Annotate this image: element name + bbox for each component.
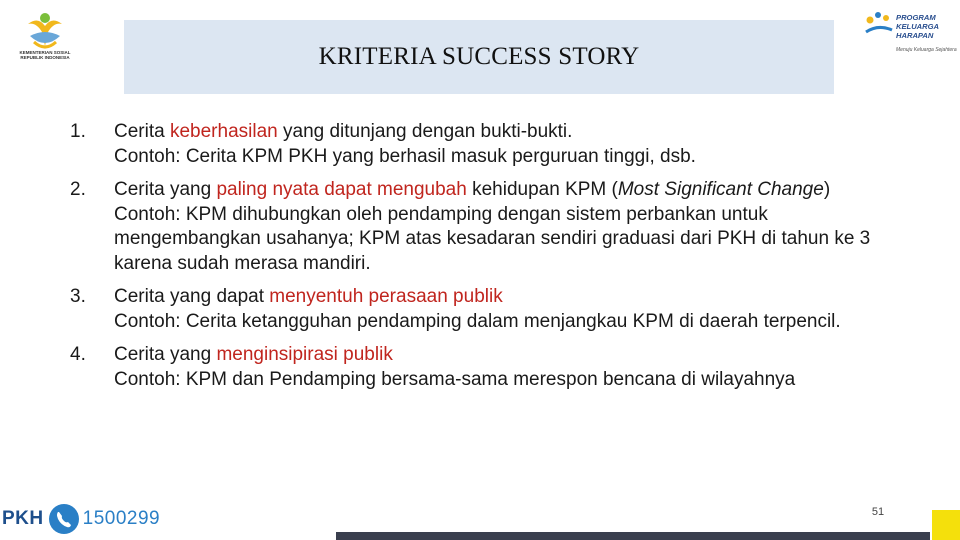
item-body [114, 285, 890, 334]
item-text: kehidupan KPM ( [466, 179, 618, 200]
criteria-list [70, 120, 890, 401]
title-banner [124, 20, 834, 94]
footer-bar [336, 532, 930, 540]
item-text: Cerita yang [114, 179, 217, 200]
item-example: Contoh: Cerita KPM PKH yang berhasil masuk perguruan tinggi, dsb. [114, 145, 696, 167]
list-item [70, 285, 890, 334]
item-text: yang ditunjang dengan bukti-bukti. [277, 121, 573, 142]
list-item [70, 178, 890, 276]
item-text: Cerita [114, 121, 170, 142]
item-heading [114, 343, 890, 368]
item-body [114, 120, 890, 169]
hotline-number: 1500299 [82, 508, 161, 529]
item-number: 4. [70, 344, 86, 365]
item-heading [114, 120, 890, 145]
item-number: 3. [70, 286, 86, 307]
item-highlight: paling nyata dapat mengubah [216, 179, 467, 200]
item-text: ) [823, 179, 831, 200]
pkh-program-tagline: Menuju Keluarga Sejahtera [896, 47, 957, 53]
pkh-hotline-logo [0, 500, 175, 538]
item-text: Cerita yang dapat [114, 286, 270, 307]
item-heading [114, 178, 890, 203]
page-title: KRITERIA SUCCESS STORY [318, 43, 640, 70]
pkh-program-name: PROGRAM KELUARGA HARAPAN [896, 13, 939, 40]
pkh-brand: PKH [2, 508, 44, 529]
kemensos-caption: KEMENTERIAN SOSIAL REPUBLIK INDONESIA [19, 50, 71, 60]
footer-accent-block [932, 510, 960, 540]
list-item [70, 120, 890, 169]
item-number: 1. [70, 121, 86, 142]
item-highlight: menyentuh perasaan publik [269, 286, 503, 307]
item-highlight: menginsipirasi publik [216, 344, 393, 365]
item-heading [114, 285, 890, 310]
item-example: Contoh: Cerita ketangguhan pendamping dalam menjangkau KPM di daerah terpencil. [114, 310, 841, 332]
list-item [70, 343, 890, 392]
item-body [114, 178, 890, 276]
phone-icon [48, 503, 80, 535]
page-number: 51 [871, 506, 885, 518]
item-text: Cerita yang [114, 344, 217, 365]
item-example: Contoh: KPM dan Pendamping bersama-sama merespon bencana di wilayahnya [114, 368, 796, 390]
item-italic-term: Most Significant Change [617, 179, 824, 200]
item-number: 2. [70, 179, 86, 200]
item-highlight: keberhasilan [169, 121, 278, 142]
item-example: Contoh: KPM dihubungkan oleh pendamping dengan sistem perbankan untuk mengembangkan usahanya; KPM atas kesadaran sendiri graduasi dari PKH di tahun ke 3 karena sudah merasa mandiri. [114, 203, 871, 274]
item-body [114, 343, 890, 392]
